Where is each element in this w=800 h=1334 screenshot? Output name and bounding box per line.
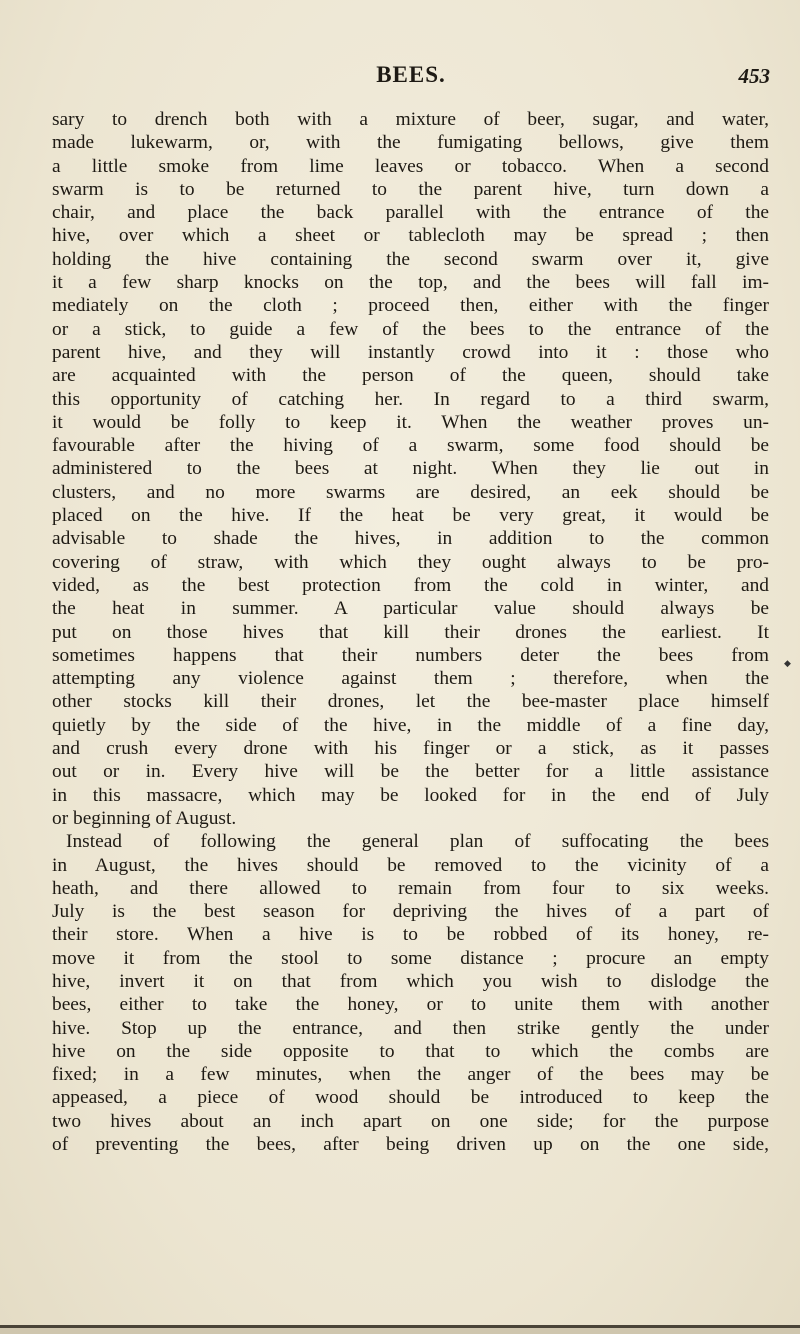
- text-line: the heat in summer. A particular value should always be: [52, 598, 769, 620]
- text-line: swarm is to be returned to the parent hive, turn down a: [52, 178, 769, 200]
- text-line: July is the best season for depriving the hives of a part of: [52, 901, 769, 923]
- text-line: appeased, a piece of wood should be introduced to keep the: [52, 1087, 769, 1109]
- text-line: made lukewarm, or, with the fumigating bellows, give them: [52, 132, 769, 154]
- text-line: sometimes happens that their numbers deter the bees from: [52, 644, 769, 666]
- text-line: of preventing the bees, after being driven up on the one side,: [52, 1134, 769, 1156]
- running-head: BEES.: [376, 62, 446, 87]
- text-line: it would be folly to keep it. When the weather proves un-: [52, 411, 769, 433]
- text-line: holding the hive containing the second swarm over it, give: [52, 248, 769, 270]
- text-line: quietly by the side of the hive, in the middle of a fine day,: [52, 714, 769, 736]
- text-line: bees, either to take the honey, or to unite them with another: [52, 994, 769, 1016]
- page-number: 453: [738, 64, 770, 88]
- text-line: move it from the stool to some distance ; procure an empty: [52, 947, 769, 969]
- text-line: vided, as the best protection from the cold in winter, and: [52, 574, 769, 596]
- page-bottom-shadow: [0, 1328, 800, 1334]
- text-line: hive on the side opposite to that to which the combs are: [52, 1040, 769, 1062]
- text-line: mediately on the cloth ; proceed then, either with the finger: [52, 295, 769, 317]
- paragraph-end-line: or beginning of August.: [52, 807, 237, 829]
- text-line: hive, invert it on that from which you wish to dislodge the: [52, 970, 769, 992]
- text-line: covering of straw, with which they ought always to be pro-: [52, 551, 769, 573]
- text-line: and crush every drone with his finger or a stick, as it passes: [52, 738, 769, 760]
- text-line: chair, and place the back parallel with the entrance of the: [52, 202, 769, 224]
- paragraph-start-line: Instead of following the general plan of suffocating the bees: [66, 831, 769, 853]
- text-line: put on those hives that kill their drones the earliest. It: [52, 621, 769, 643]
- text-line: it a few sharp knocks on the top, and the bees will fall im-: [52, 272, 769, 294]
- body-text: [52, 108, 769, 1156]
- text-line: other stocks kill their drones, let the bee-master place himself: [52, 691, 769, 713]
- text-line: administered to the bees at night. When they lie out in: [52, 458, 769, 480]
- text-line: their store. When a hive is to be robbed of its honey, re-: [52, 924, 769, 946]
- text-line: in August, the hives should be removed to the vicinity of a: [52, 854, 769, 876]
- text-line: hive, over which a sheet or tablecloth may be spread ; then: [52, 225, 769, 247]
- text-line: this opportunity of catching her. In regard to a third swarm,: [52, 388, 769, 410]
- text-line: two hives about an inch apart on one side; for the purpose: [52, 1110, 769, 1132]
- text-line: favourable after the hiving of a swarm, some food should be: [52, 435, 769, 457]
- text-line: out or in. Every hive will be the better for a little assistance: [52, 761, 769, 783]
- text-line: or a stick, to guide a few of the bees to the entrance of the: [52, 318, 769, 340]
- text-line: heath, and there allowed to remain from four to six weeks.: [52, 877, 769, 899]
- text-line: placed on the hive. If the heat be very great, it would be: [52, 505, 769, 527]
- text-line: attempting any violence against them ; therefore, when the: [52, 668, 769, 690]
- text-line: advisable to shade the hives, in addition to the common: [52, 528, 769, 550]
- text-line: sary to drench both with a mixture of beer, sugar, and water,: [52, 109, 769, 130]
- text-line: fixed; in a few minutes, when the anger of the bees may be: [52, 1064, 769, 1086]
- margin-mark: ◆: [784, 658, 791, 668]
- text-line: are acquainted with the person of the queen, should take: [52, 365, 769, 387]
- text-line: hive. Stop up the entrance, and then strike gently the under: [52, 1017, 769, 1039]
- text-line: clusters, and no more swarms are desired, an eek should be: [52, 481, 769, 503]
- page-header: [52, 62, 770, 96]
- text-line: parent hive, and they will instantly crowd into it : those who: [52, 341, 769, 363]
- text-line: a little smoke from lime leaves or tobacco. When a second: [52, 155, 769, 177]
- text-line: in this massacre, which may be looked for in the end of July: [52, 784, 769, 806]
